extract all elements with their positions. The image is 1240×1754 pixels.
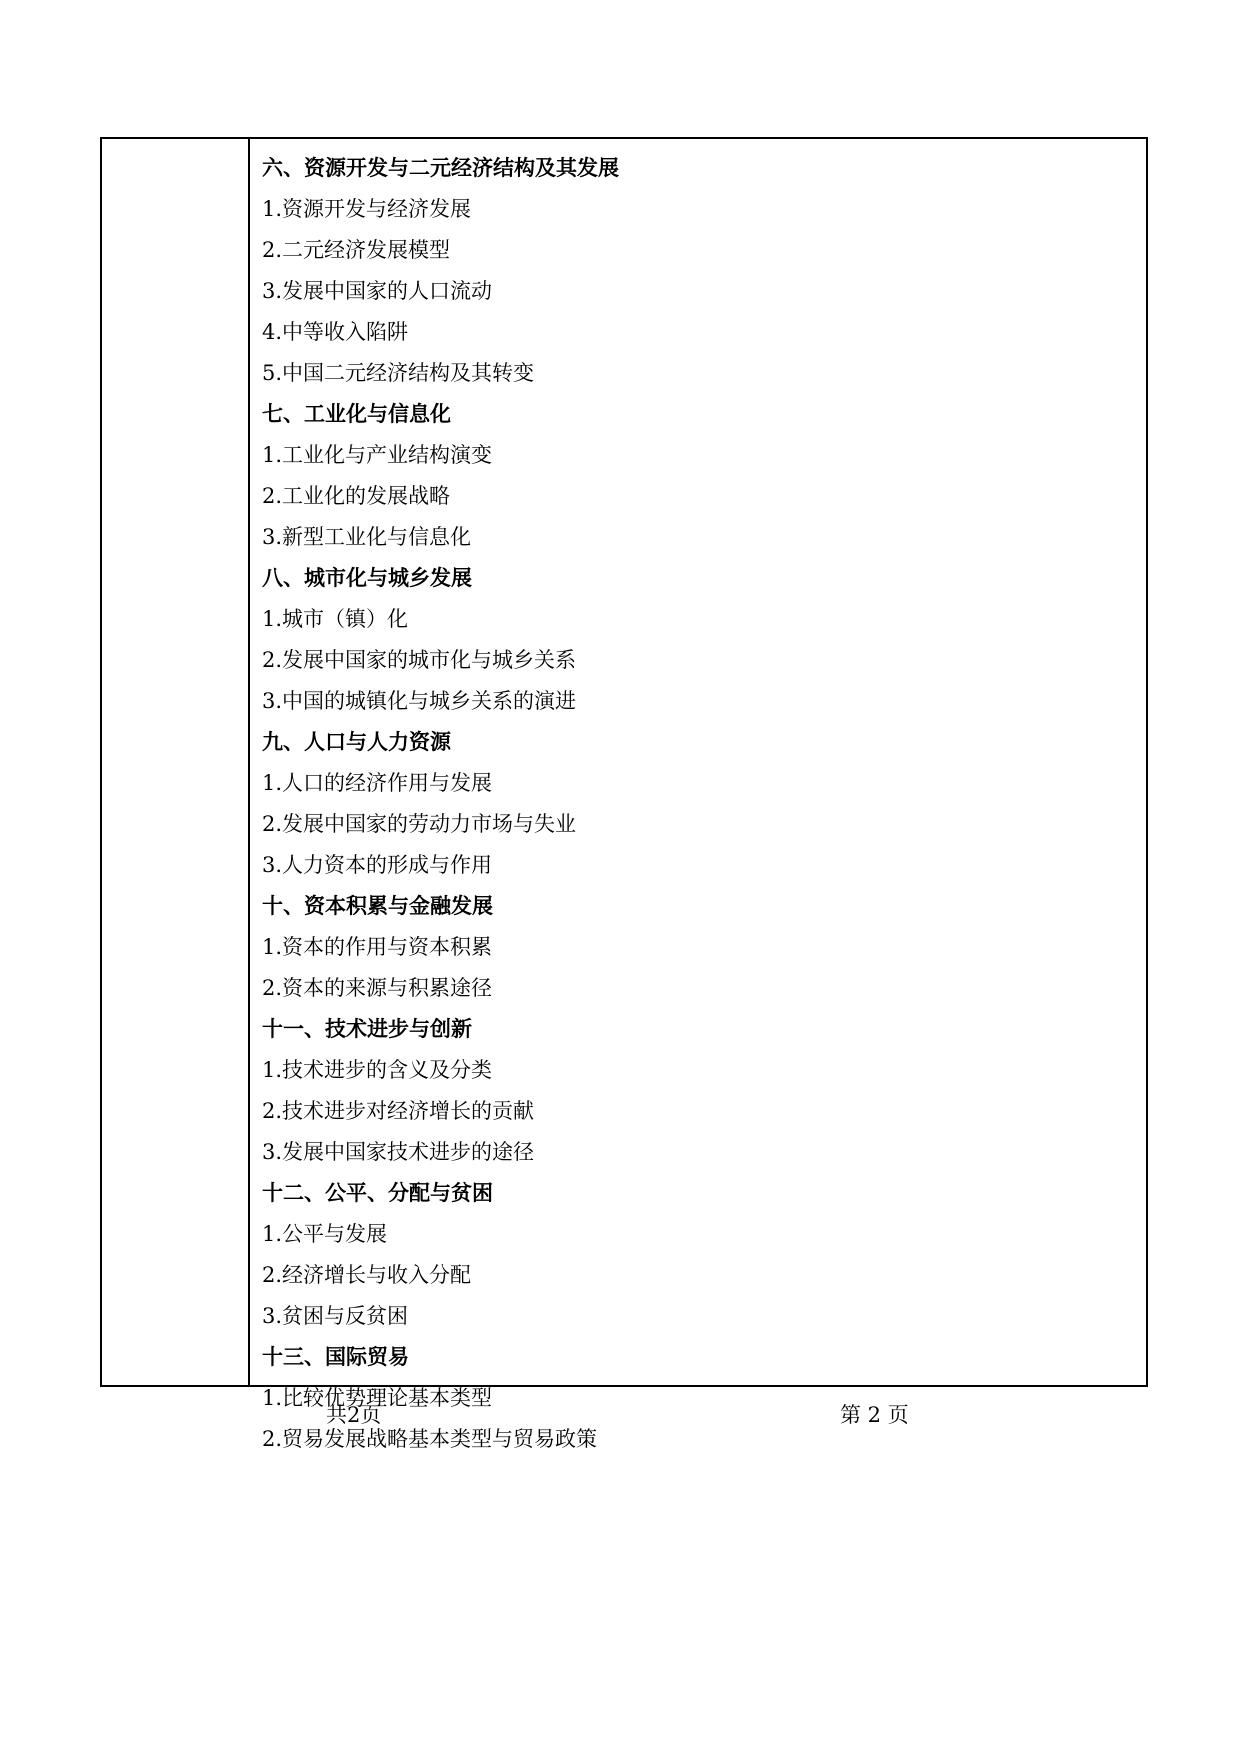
outline-item: 3.人力资本的形成与作用	[262, 853, 493, 877]
outline-item: 3.发展中国家的人口流动	[262, 279, 493, 303]
outline-item: 3.贫困与反贫困	[262, 1304, 409, 1328]
footer-page-number: 第 2 页	[840, 1403, 909, 1427]
section-heading: 十二、公平、分配与贫困	[262, 1180, 493, 1205]
outline-item: 2.资本的来源与积累途径	[262, 976, 493, 1000]
outline-item: 1.工业化与产业结构演变	[262, 443, 493, 467]
section-heading: 六、资源开发与二元经济结构及其发展	[262, 155, 619, 180]
outline-item: 2.发展中国家的劳动力市场与失业	[262, 812, 577, 836]
outline-item: 1.人口的经济作用与发展	[262, 771, 493, 795]
outline-item: 4.中等收入陷阱	[262, 320, 409, 344]
outline-item: 3.中国的城镇化与城乡关系的演进	[262, 689, 577, 713]
section-heading: 七、工业化与信息化	[262, 401, 451, 426]
outline-item: 2.发展中国家的城市化与城乡关系	[262, 648, 577, 672]
outline-item: 2.工业化的发展战略	[262, 484, 451, 508]
outline-item: 1.技术进步的含义及分类	[262, 1058, 493, 1082]
section-heading: 八、城市化与城乡发展	[262, 565, 472, 590]
table-left-column	[102, 139, 250, 1385]
outline-item: 3.发展中国家技术进步的途径	[262, 1140, 535, 1164]
outline-item: 1.比较优势理论基本类型	[262, 1386, 493, 1410]
outline-item: 5.中国二元经济结构及其转变	[262, 361, 535, 385]
outline-item: 2.贸易发展战略基本类型与贸易政策	[262, 1427, 598, 1451]
outline-item: 1.城市（镇）化	[262, 607, 409, 631]
outline-item: 1.资源开发与经济发展	[262, 197, 472, 221]
section-heading: 十三、国际贸易	[262, 1344, 409, 1369]
outline-item: 1.资本的作用与资本积累	[262, 935, 493, 959]
outline-item: 2.经济增长与收入分配	[262, 1263, 472, 1287]
outline-item: 1.公平与发展	[262, 1222, 388, 1246]
outline-item: 3.新型工业化与信息化	[262, 525, 472, 549]
outline-item: 2.二元经济发展模型	[262, 238, 451, 262]
section-heading: 九、人口与人力资源	[262, 729, 451, 754]
outline-item: 2.技术进步对经济增长的贡献	[262, 1099, 535, 1123]
footer-total-pages: 共2页	[326, 1403, 382, 1427]
section-heading: 十一、技术进步与创新	[262, 1016, 472, 1041]
section-heading: 十、资本积累与金融发展	[262, 893, 493, 918]
